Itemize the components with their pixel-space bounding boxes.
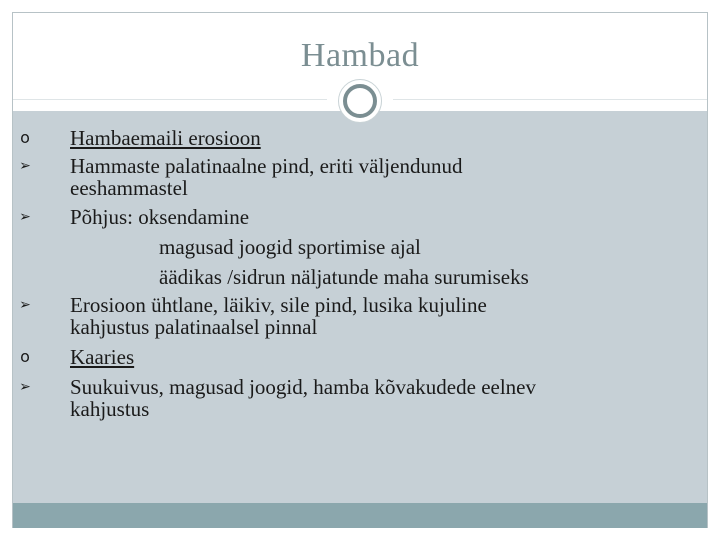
divider-left [13,99,327,100]
bullet-arrow-icon: ➢ [19,379,31,395]
list-item-continuation: kahjustus [70,397,150,421]
list-item-continuation: eeshammastel [70,176,188,200]
slide-title: Hambad [300,37,420,74]
list-item-text: Erosioon ühtlane, läikiv, sile pind, lusika kujuline [70,293,487,317]
bullet-arrow-icon: ➢ [19,297,31,313]
list-item-text[interactable]: Hambaemaili erosioon [70,126,261,150]
list-item-subline: äädikas /sidrun näljatunde maha surumiseks [159,265,529,289]
slide [12,12,708,528]
divider-right [393,99,707,100]
list-item-text: Suukuivus, magusad joogid, hamba kõvakudede eelnev [70,375,536,399]
footer-bar [13,503,707,528]
bullet-circle-icon: o [20,347,30,366]
list-item-text[interactable]: Kaaries [70,345,135,369]
list-item-text: Põhjus: oksendamine [70,205,250,229]
list-item-subline: magusad joogid sportimise ajal [159,235,421,259]
bullet-arrow-icon: ➢ [19,209,31,225]
ring-ornament-icon [338,79,382,123]
ring-inner [343,84,377,118]
bullet-arrow-icon: ➢ [19,158,31,174]
bullet-circle-icon: o [20,128,30,147]
list-item-continuation: kahjustus palatinaalsel pinnal [70,315,318,339]
list-item-text: Hammaste palatinaalne pind, eriti väljendunud [70,154,463,178]
